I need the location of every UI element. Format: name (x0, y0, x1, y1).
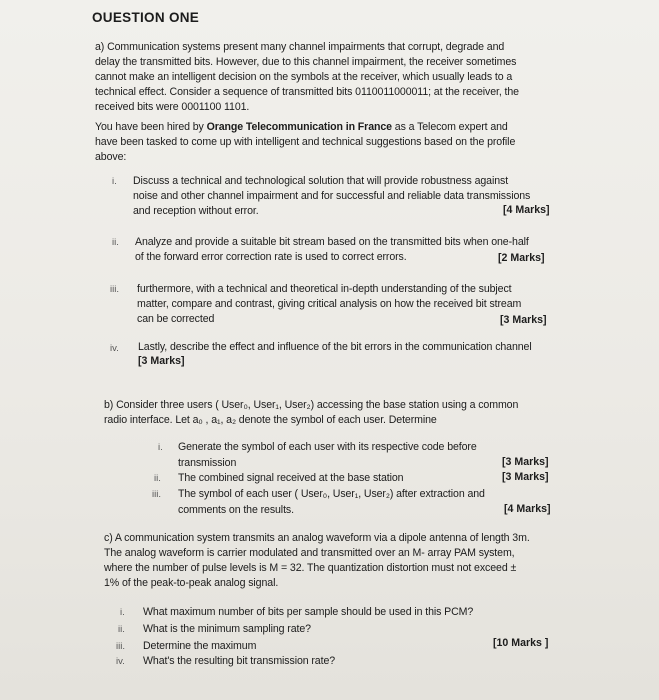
marks-label: [3 Marks] (502, 471, 549, 483)
hired-line: above: (95, 151, 127, 163)
item-text: What's the resulting bit transmission rate? (143, 655, 336, 667)
item-number: iii. (152, 489, 161, 500)
item-number: ii. (118, 624, 125, 635)
marks-label: [10 Marks ] (493, 637, 549, 649)
part-b-line: radio interface. Let a₀ , a₁, a₂ denote the symbol of each user. Determine (104, 414, 437, 426)
item-text: can be corrected (137, 313, 215, 325)
item-number: i. (112, 176, 117, 187)
part-c-line: c) A communication system transmits an analog waveform via a dipole antenna of length 3m. (104, 532, 530, 544)
item-text: What maximum number of bits per sample should be used in this PCM? (143, 606, 474, 618)
item-text: of the forward error correction rate is used to correct errors. (135, 251, 407, 263)
company-name: Orange Telecommunication in France (206, 121, 392, 133)
part-a-line: technical effect. Consider a sequence of transmitted bits 0110011000011; at the receiver, the (95, 86, 519, 98)
marks-label: [3 Marks] (502, 456, 549, 468)
part-b-line: b) Consider three users ( User₀, User₁, User₂) accessing the base station using a common (104, 399, 519, 411)
part-a-line: cannot make an intelligent decision on the symbols at the receiver, which usually leads to a (95, 71, 513, 83)
item-text: and reception without error. (133, 205, 259, 217)
marks-label: [2 Marks] (498, 252, 545, 264)
marks-label: [4 Marks] (504, 503, 551, 515)
item-text: comments on the results. (178, 504, 294, 516)
item-number: iii. (110, 284, 119, 295)
item-number: i. (158, 442, 163, 453)
item-text: transmission (178, 457, 237, 469)
hired-line: have been tasked to come up with intelligent and technical suggestions based on the profile (95, 136, 516, 148)
marks-label: [4 Marks] (503, 204, 550, 216)
item-number: iii. (116, 641, 125, 652)
item-text: Analyze and provide a suitable bit stream based on the transmitted bits when one-half (135, 236, 529, 248)
item-number: iv. (116, 656, 125, 667)
marks-label: [3 Marks] (138, 355, 185, 367)
marks-label: [3 Marks] (500, 314, 547, 326)
item-number: ii. (154, 473, 161, 484)
item-text: The combined signal received at the base station (178, 472, 404, 484)
item-text: noise and other channel impairment and for successful and reliable data transmissions (133, 190, 531, 202)
hired-pre: You have been hired by (95, 121, 207, 133)
part-c-line: where the number of pulse levels is M = 32. The quantization distortion must not exceed ± (104, 562, 517, 574)
item-text: matter, compare and contrast, giving critical analysis on how the received bit stream (137, 298, 522, 310)
item-text: The symbol of each user ( User₀, User₁, User₂) after extraction and (178, 488, 485, 500)
part-c-line: The analog waveform is carrier modulated and transmitted over an M- array PAM system, (104, 547, 515, 559)
hired-line (95, 120, 508, 135)
part-c-line: 1% of the peak-to-peak analog signal. (104, 577, 279, 589)
part-a-line: received bits were 0001100 1101. (95, 101, 250, 113)
item-text: Discuss a technical and technological solution that will provide robustness against (133, 175, 509, 187)
item-number: i. (120, 607, 125, 618)
part-a-line: a) Communication systems present many channel impairments that corrupt, degrade and (95, 41, 505, 53)
hired-post: as a Telecom expert and (391, 121, 508, 133)
item-text: Determine the maximum (143, 640, 257, 652)
item-text: Generate the symbol of each user with its respective code before (178, 441, 477, 453)
item-text: Lastly, describe the effect and influence of the bit errors in the communication channel (138, 341, 532, 353)
item-number: iv. (110, 343, 119, 354)
part-a-line: delay the transmitted bits. However, due to this channel impairment, the receiver sometimes (95, 56, 517, 68)
item-text: furthermore, with a technical and theoretical in-depth understanding of the subject (137, 283, 512, 295)
item-text: What is the minimum sampling rate? (143, 623, 311, 635)
item-number: ii. (112, 237, 119, 248)
question-title: OUESTION ONE (92, 10, 200, 25)
